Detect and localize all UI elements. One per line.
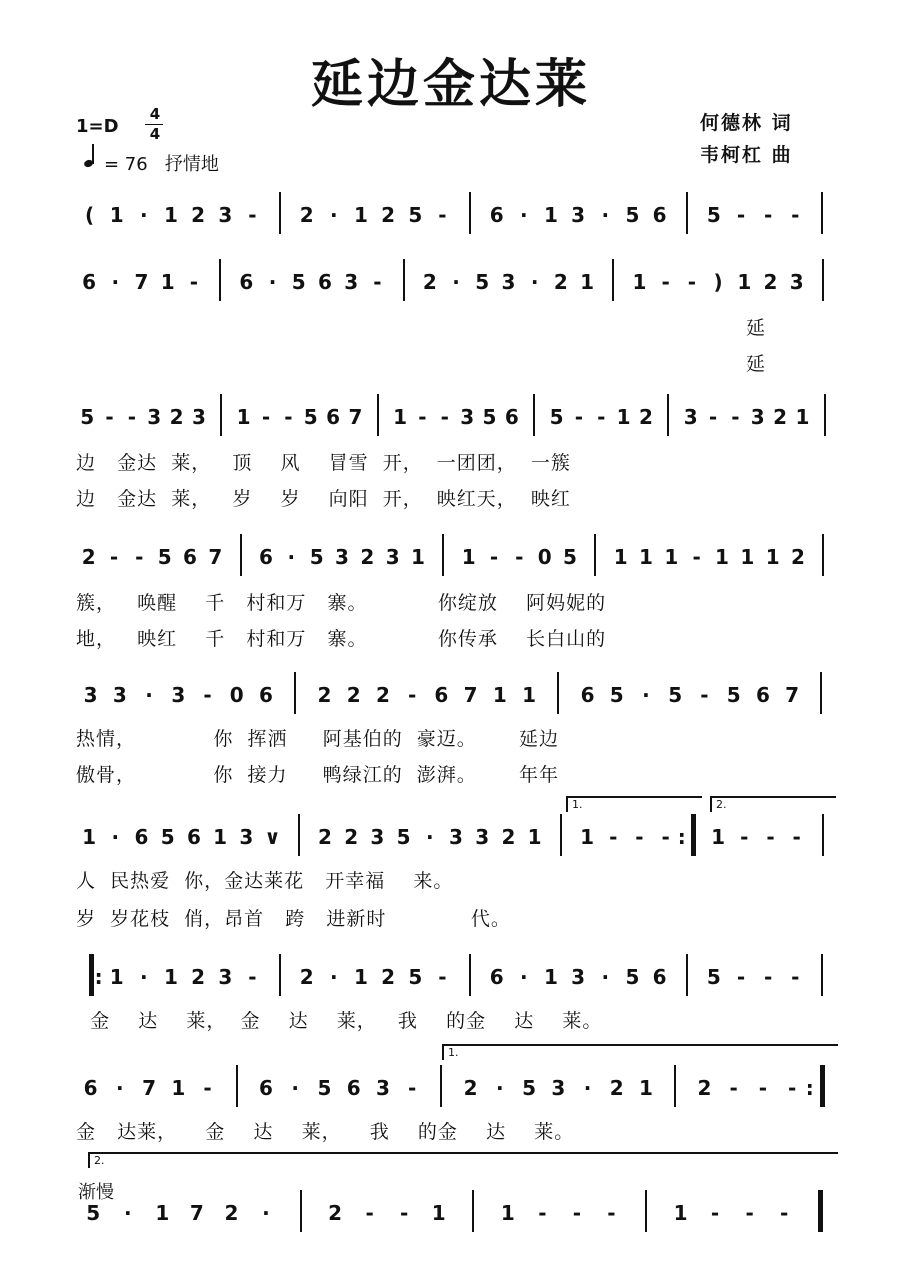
barline	[557, 672, 559, 714]
note: 1	[795, 405, 810, 429]
notation-line	[76, 200, 836, 230]
note: 5	[160, 825, 175, 849]
note: 5	[396, 825, 411, 849]
tempo-marking	[84, 150, 219, 176]
dash-mark: -	[438, 965, 447, 989]
dot-mark: ·	[425, 825, 434, 849]
note: 1	[544, 203, 558, 227]
barline	[279, 192, 281, 234]
barline	[219, 259, 221, 301]
final-barline	[818, 1190, 823, 1232]
dash-mark: -	[407, 683, 417, 707]
notation-line	[76, 1073, 836, 1103]
note: 1	[411, 545, 425, 569]
note: )	[713, 270, 723, 294]
barline	[240, 534, 242, 576]
barline	[674, 1065, 676, 1107]
note: (	[85, 203, 95, 227]
dot-mark: ·	[452, 270, 460, 294]
note: 5	[86, 1201, 101, 1225]
note: 1	[500, 1201, 515, 1225]
barline	[442, 534, 444, 576]
note: 1	[393, 405, 408, 429]
time-signature-bottom: 4	[149, 125, 161, 143]
note: 1	[765, 545, 780, 569]
lyric-line: 金 达 莱， 金 达 莱， 我 的金 达 莱。	[76, 1010, 603, 1032]
dot-mark: ·	[601, 203, 610, 227]
note: 6	[580, 683, 595, 707]
note: 1	[613, 545, 628, 569]
note: 3	[475, 825, 490, 849]
dash-mark: -	[438, 203, 447, 227]
volta-bracket: 1.	[566, 796, 702, 812]
note: 1	[354, 965, 368, 989]
dash-mark: -	[736, 965, 746, 989]
note: 1	[664, 545, 679, 569]
dash-mark: -	[248, 965, 257, 989]
dash-mark: -	[400, 1201, 409, 1225]
dash-mark: -	[758, 1076, 768, 1100]
dash-mark: -	[731, 405, 740, 429]
dot-mark: ·	[123, 1201, 132, 1225]
dash-mark: -	[635, 825, 644, 849]
lyric-line: 延	[746, 317, 767, 339]
dash-mark: -	[763, 965, 773, 989]
dot-mark: ·	[291, 1076, 300, 1100]
dash-mark: -	[109, 545, 119, 569]
note: 2	[346, 683, 361, 707]
note: 1	[580, 825, 594, 849]
note: 2	[360, 545, 375, 569]
note: 1	[164, 965, 178, 989]
dot-mark: ·	[262, 1201, 270, 1225]
note: 1	[580, 270, 594, 294]
dash-mark: -	[203, 1076, 212, 1100]
note: 1	[82, 825, 97, 849]
lyric-line: 人 民热爱 你，金达莱花 开幸福 来。	[76, 870, 454, 892]
note: 2	[317, 683, 332, 707]
note: 3	[112, 683, 127, 707]
note: 3	[571, 203, 586, 227]
note: 3	[191, 405, 206, 429]
note: 2	[381, 965, 396, 989]
dot-mark: ·	[520, 203, 528, 227]
note: 6	[82, 270, 97, 294]
note: 5	[309, 545, 324, 569]
barline	[220, 394, 222, 436]
dash-mark: -	[787, 1076, 797, 1100]
repeat-dots: :	[94, 965, 103, 989]
barline	[294, 672, 296, 714]
note: 5	[317, 1076, 332, 1100]
barline	[377, 394, 379, 436]
dash-mark: -	[708, 405, 718, 429]
note: 3	[501, 270, 516, 294]
barline	[300, 1190, 302, 1232]
note: 1	[492, 683, 507, 707]
lyric-line: 岁 岁花枝 俏，昂首 跨 进新时 代。	[76, 908, 511, 930]
note: 3	[750, 405, 765, 429]
barline	[822, 814, 824, 856]
lyric-line: 金 达莱， 金 达 莱， 我 的金 达 莱。	[76, 1121, 575, 1143]
note: 3	[571, 965, 586, 989]
lyric-line: 边 金达 莱， 顶 风 冒雪 开， 一团团， 一簇	[76, 452, 571, 474]
dot-mark: ·	[330, 203, 338, 227]
note: 3	[218, 203, 233, 227]
note: 1	[164, 203, 178, 227]
note: 6	[259, 1076, 273, 1100]
note: 2	[501, 825, 516, 849]
note: 6	[259, 683, 273, 707]
note: 0	[537, 545, 552, 569]
repeat-dots: :	[677, 825, 686, 849]
note: 6	[489, 203, 504, 227]
note: 5	[668, 683, 683, 707]
dot-mark: ·	[530, 270, 539, 294]
note: 1	[522, 683, 537, 707]
note: 2	[299, 965, 314, 989]
barline	[298, 814, 300, 856]
note: 2	[299, 203, 314, 227]
note: 5	[291, 270, 306, 294]
expression-marking: 抒情地	[164, 154, 219, 175]
note: 2	[763, 270, 778, 294]
dot-mark: ·	[140, 203, 148, 227]
note: 1	[673, 1201, 688, 1225]
note: 2	[328, 1201, 343, 1225]
note: 3	[683, 405, 698, 429]
barline	[645, 1190, 647, 1232]
dash-mark: -	[127, 405, 137, 429]
barline	[667, 394, 669, 436]
notation-line	[76, 267, 836, 297]
note: 1	[109, 965, 124, 989]
note: 1	[354, 203, 368, 227]
note: 1	[171, 1076, 186, 1100]
note: 6	[134, 825, 149, 849]
note: 7	[348, 405, 363, 429]
note: 6	[755, 683, 770, 707]
dot-mark: ·	[330, 965, 338, 989]
note: 1	[616, 405, 631, 429]
note: 3	[789, 270, 804, 294]
dash-mark: -	[572, 1201, 582, 1225]
barline	[594, 534, 596, 576]
note: 1	[431, 1201, 446, 1225]
dash-mark: -	[766, 825, 775, 849]
dash-mark: -	[745, 1201, 754, 1225]
note: 2	[463, 1076, 478, 1100]
note: 5	[625, 203, 640, 227]
note: 2	[81, 545, 96, 569]
note: 6	[326, 405, 340, 429]
note: 1	[527, 825, 542, 849]
barline	[533, 394, 535, 436]
dash-mark: -	[105, 405, 114, 429]
note: 2	[375, 683, 390, 707]
dash-mark: -	[489, 545, 499, 569]
key-signature: 1=D	[76, 116, 119, 137]
lyric-line: 簇， 唤醒 千 村和万 寨。 你绽放 阿妈妮的	[76, 592, 607, 614]
note: 5	[303, 405, 318, 429]
note: 6	[652, 965, 667, 989]
note: 3	[460, 405, 475, 429]
note: 5	[475, 270, 490, 294]
note: 6	[239, 270, 254, 294]
note: 1	[160, 270, 175, 294]
note: 1	[632, 270, 647, 294]
barline	[469, 954, 471, 996]
note: 3	[370, 825, 385, 849]
note: ∨	[264, 825, 281, 849]
dash-mark: -	[365, 1201, 374, 1225]
dot-mark: ·	[583, 1076, 592, 1100]
notation-line	[76, 542, 836, 572]
note: 2	[169, 405, 184, 429]
note: 3	[171, 683, 186, 707]
dash-mark: -	[135, 545, 144, 569]
note: 5	[549, 405, 564, 429]
note: 2	[697, 1076, 712, 1100]
note: 5	[726, 683, 741, 707]
note: 2	[318, 825, 332, 849]
barline	[403, 259, 405, 301]
dot-mark: ·	[268, 270, 277, 294]
note: 6	[183, 545, 197, 569]
dash-mark: -	[791, 965, 800, 989]
barline	[612, 259, 614, 301]
time-signature-top: 4	[149, 105, 161, 123]
lyric-line: 傲骨， 你 接力 鸭绿江的 澎湃。 年年	[76, 764, 560, 786]
note: 3	[449, 825, 463, 849]
note: 3	[335, 545, 349, 569]
dash-mark: -	[792, 825, 801, 849]
note: 5	[482, 405, 497, 429]
dash-mark: -	[189, 270, 199, 294]
note: 1	[109, 203, 124, 227]
note: 1	[740, 545, 755, 569]
lyric-line: 边 金达 莱， 岁 岁 向阳 开， 映红天， 映红	[76, 488, 571, 510]
dash-mark: -	[284, 405, 293, 429]
dot-mark: ·	[642, 683, 650, 707]
dash-mark: -	[710, 1201, 720, 1225]
note: 6	[434, 683, 449, 707]
dot-mark: ·	[145, 683, 153, 707]
dash-mark: -	[740, 825, 749, 849]
dash-mark: -	[203, 683, 212, 707]
notation-line	[76, 1198, 836, 1228]
note: 1	[236, 405, 251, 429]
dash-mark: -	[780, 1201, 789, 1225]
dash-mark: -	[418, 405, 427, 429]
barline	[279, 954, 281, 996]
note: 6	[83, 1076, 98, 1100]
repeat-dots: :	[805, 1076, 814, 1100]
dash-mark: -	[700, 683, 709, 707]
dot-mark: ·	[287, 545, 296, 569]
note: 6	[489, 965, 504, 989]
volta-bracket: 2.	[710, 796, 836, 812]
note: 2	[224, 1201, 239, 1225]
dot-mark: ·	[140, 965, 148, 989]
note: 5	[522, 1076, 537, 1100]
note: 7	[189, 1201, 204, 1225]
note: 3	[344, 270, 359, 294]
note: 2	[609, 1076, 624, 1100]
note: 5	[408, 965, 423, 989]
dash-mark: -	[687, 270, 696, 294]
barline	[824, 394, 826, 436]
note: 7	[134, 270, 149, 294]
volta-bracket: 2.	[88, 1152, 838, 1168]
note: 1	[213, 825, 228, 849]
note: 3	[218, 965, 233, 989]
repeat-barline	[820, 1065, 825, 1107]
note: 1	[639, 1076, 653, 1100]
dash-mark: -	[661, 270, 670, 294]
barline	[820, 672, 822, 714]
lyric-line: 地， 映红 千 村和万 寨。 你传承 长白山的	[76, 628, 607, 650]
dash-mark: -	[791, 203, 800, 227]
note: 3	[147, 405, 162, 429]
note: 3	[239, 825, 254, 849]
notation-line	[76, 822, 836, 852]
note: 6	[504, 405, 519, 429]
barline	[469, 192, 471, 234]
note: 2	[191, 203, 206, 227]
note: 5	[625, 965, 640, 989]
note: 0	[229, 683, 244, 707]
dash-mark: -	[661, 825, 670, 849]
note: 2	[773, 405, 788, 429]
note: 5	[563, 545, 577, 569]
note: 1	[639, 545, 653, 569]
song-title: 延边金达莱	[310, 54, 591, 115]
note: 1	[715, 545, 729, 569]
note: 1	[461, 545, 476, 569]
dash-mark: -	[607, 1201, 616, 1225]
note: 5	[408, 203, 423, 227]
dash-mark: -	[440, 405, 449, 429]
note: 5	[157, 545, 172, 569]
dot-mark: ·	[601, 965, 610, 989]
dot-mark: ·	[520, 965, 528, 989]
quarter-note-icon	[84, 160, 96, 170]
note: 6	[652, 203, 667, 227]
note: 3	[385, 545, 400, 569]
dash-mark: -	[407, 1076, 417, 1100]
note: 3	[551, 1076, 566, 1100]
dot-mark: ·	[111, 270, 120, 294]
composer-credit: 韦柯杠 曲	[700, 144, 793, 166]
barline	[472, 1190, 474, 1232]
note: 2	[344, 825, 359, 849]
note: 5	[609, 683, 624, 707]
note: 6	[259, 545, 273, 569]
barline	[440, 1065, 442, 1107]
dash-mark: -	[373, 270, 382, 294]
note: 6	[318, 270, 332, 294]
ritardando-marking: 渐慢	[78, 1182, 114, 1203]
note: 7	[208, 545, 223, 569]
note: 5	[706, 965, 721, 989]
barline	[560, 814, 562, 856]
note: 2	[422, 270, 437, 294]
lyric-line: 延	[746, 353, 767, 375]
barline	[822, 534, 824, 576]
tempo-value: = 76	[104, 154, 148, 175]
dash-mark: -	[515, 545, 524, 569]
lyricist-credit: 何德林 词	[700, 112, 793, 134]
notation-line	[76, 680, 836, 710]
note: 6	[346, 1076, 361, 1100]
note: 1	[711, 825, 726, 849]
dot-mark: ·	[111, 825, 120, 849]
barline	[686, 954, 688, 996]
note: 1	[737, 270, 752, 294]
dash-mark: -	[248, 203, 257, 227]
dash-mark: -	[538, 1201, 547, 1225]
note: 6	[186, 825, 201, 849]
dash-mark: -	[763, 203, 773, 227]
barline	[236, 1065, 238, 1107]
note: 2	[791, 545, 805, 569]
dot-mark: ·	[116, 1076, 124, 1100]
note: 2	[639, 405, 653, 429]
dash-mark: -	[597, 405, 606, 429]
note: 3	[83, 683, 98, 707]
notation-line	[76, 402, 836, 432]
note: 7	[463, 683, 478, 707]
note: 1	[155, 1201, 170, 1225]
note: 2	[553, 270, 568, 294]
note: 2	[191, 965, 206, 989]
note: 2	[381, 203, 396, 227]
note: 7	[785, 683, 800, 707]
barline	[686, 192, 688, 234]
time-signature-line	[145, 124, 163, 125]
dash-mark: -	[261, 405, 271, 429]
dash-mark: -	[729, 1076, 738, 1100]
note: 1	[544, 965, 558, 989]
barline	[821, 192, 823, 234]
note: 7	[142, 1076, 157, 1100]
dash-mark: -	[609, 825, 618, 849]
repeat-barline	[691, 814, 696, 856]
dash-mark: -	[574, 405, 584, 429]
barline	[822, 259, 824, 301]
notation-line	[76, 962, 836, 992]
note: 5	[706, 203, 721, 227]
dot-mark: ·	[496, 1076, 504, 1100]
volta-bracket: 1.	[442, 1044, 838, 1060]
note: 3	[375, 1076, 390, 1100]
barline	[821, 954, 823, 996]
dash-mark: -	[736, 203, 746, 227]
dash-mark: -	[692, 545, 701, 569]
lyric-line: 热情， 你 挥洒 阿基伯的 豪迈。 延边	[76, 728, 560, 750]
note: 5	[80, 405, 95, 429]
